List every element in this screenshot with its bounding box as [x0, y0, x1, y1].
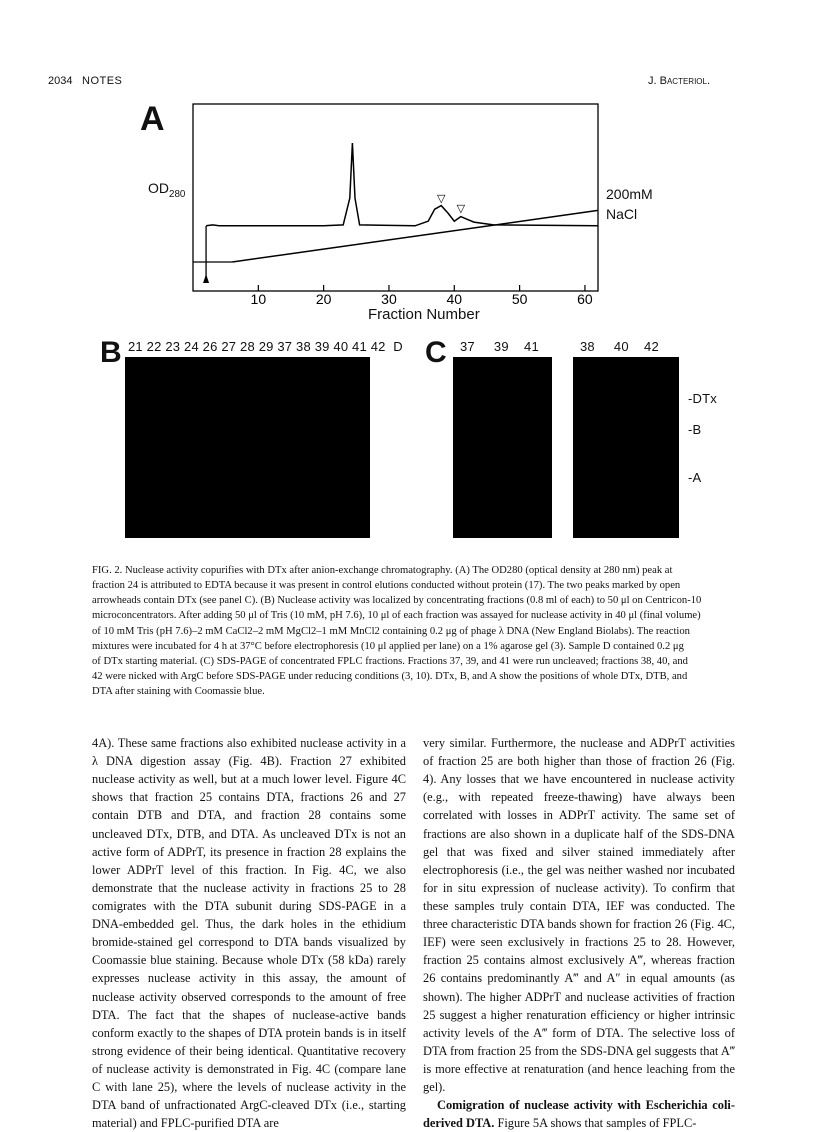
x-tick-label: 60 — [577, 291, 593, 307]
panel-b-gel — [125, 357, 370, 538]
marker-b: -B — [688, 422, 702, 437]
panel-a-ylabel: $OD_{280}$ — [148, 180, 186, 200]
marker-dtx: -DTx — [688, 391, 717, 406]
panel-a-xlabel: Fraction Number — [368, 306, 480, 323]
body-paragraph: very similar. Furthermore, the nuclease and ADPrT activities of fraction 25 are both higher than those of fraction 26 (Fig. 4). Any losses that we have encountered in nuclease activity (e.g., with repeated freeze-thawing) have always been correlated with losses in ADPrT activity. The same set of fractions are also shown in a duplicate half of the SDS-DNA gel that was fixed and silver stained immediately after electrophoresis (i.e., the gel was neither washed nor incubated for in situ expression of nuclease activity). To confirm that these samples truly contain DTA, IEF was conducted. The three characteristic DTA bands shown for fraction 26 (Fig. 4C, IEF) were seen exclusively in fractions 25 to 28. However, fraction 25 contains almost exclusively A‴, whereas fraction 26 contains predominantly A‴ and A″ in equal amounts (as shown). The higher ADPrT and nuclease activities of fraction 25 suggest a higher renaturation efficiency or higher intrinsic activity levels of the A‴ form of DTA. The selective loss of DTA from fraction 25 from the SDS-DNA gel suggests that A‴ is more effective at renaturation (and hence leaching from the gel). — [423, 736, 735, 1095]
open-arrowhead-icon: ▽ — [456, 202, 466, 215]
caption-line: mixtures were incubated for 4 h at 37°C before electrophoresis (10 μl applied per lane) on a 1% agarose gel (3). Sample D contained 0.2 μg — [92, 640, 684, 652]
x-tick-label: 10 — [250, 291, 267, 307]
caption-line: of 10 mM Tris (pH 7.6)–2 mM CaCl2–2 mM MgCl2–1 mM MnCl2 containing 0.2 μg of phage λ DNA (New England Biolabs). The reaction — [92, 625, 690, 637]
caption-line: microconcentrators. After adding 50 μl of Tris (10 mM, pH 7.6), 10 μl of each fraction was assayed for nuclease activity in 40 μl (final volume) — [92, 610, 701, 622]
x-tick-label: 50 — [511, 291, 528, 307]
caption-line: fraction 24 is attributed to EDTA because it was present in control elutions conducted without protein (17). The two peaks marked by open — [92, 580, 681, 592]
panel-b-letter: B — [100, 336, 122, 369]
section-heading-cont: Figure 5A shows that samples of FPLC- — [494, 1116, 697, 1131]
panel-a-letter: A — [140, 100, 165, 138]
page-number: 2034 — [48, 75, 73, 87]
panel-c-lane-labels-left: 37 39 41 — [460, 339, 539, 354]
caption-line: of DTx starting material. (C) SDS-PAGE of concentrated FPLC fractions. Fractions 37, 39, and 41 were run uncleaved; fractions 38, 40, and — [92, 655, 688, 667]
x-axis — [251, 285, 593, 307]
section-paragraph — [423, 1096, 735, 1132]
section-heading: Comigration of nuclease activity with Escherichia coli-derived DTA. — [423, 1098, 735, 1131]
plot-frame — [193, 104, 598, 291]
injection-arrow-icon — [203, 274, 209, 283]
panel-c-letter: C — [425, 336, 447, 369]
body-left-column — [92, 734, 406, 1132]
nacl-gradient-line — [232, 210, 598, 262]
od280-trace — [206, 143, 598, 226]
caption-line: 42 were nicked with ArgC before SDS-PAGE under reducing conditions (3, 10). DTx, B, and A show the positions of whole DTx, DTB, and — [92, 670, 688, 682]
chromatogram — [0, 0, 816, 340]
annotations — [203, 192, 466, 283]
figure-caption — [92, 563, 734, 699]
panel-a-right-label-1: 200mM — [606, 186, 653, 202]
journal-name: J. Bacteriol. — [648, 75, 711, 87]
caption-line: DTA after staining with Coomassie blue. — [92, 686, 265, 698]
x-tick-label: 40 — [446, 291, 463, 307]
body-paragraph: 4A). These same fractions also exhibited nuclease activity in a λ DNA digestion assay (Fig. 4B). Fraction 27 exhibited nuclease activity as well, but at a much lower level. Figure 4C shows that fraction 25 contains DTA, fractions 26 and 27 contain DTB and DTA, and fraction 28 contains some uncleaved DTx, DTB, and DTA. As uncleaved DTx is not an active form of ADPrT, its presence in fraction 28 explains the lower ADPrT level of this fraction. In Fig. 4C, we also demonstrate that the nuclease activity in fractions 25 to 28 comigrates with the DTA subunit during SDS-PAGE in a DNA-embedded gel. Thus, the dark holes in the ethidium bromide-stained gel correspond to DTA bands visualized by Coomassie blue staining. Because whole DTx (58 kDa) rarely expresses nuclease activity in this assay, the amount of nuclease activity observed corresponds to the amount of free DTA. The fact that the shapes of nuclease-active bands conform exactly to the shapes of DTA protein bands is in itself strong evidence of their being identical. Quantitative recovery of nuclease activity is demonstrated in Fig. 4C (compare lane C with lane 25), where the levels of nuclease activity in the DTA band of unfractionated ArgC-cleaved DTx (i.e., starting material) and FPLC-purified DTA are — [92, 736, 406, 1131]
panel-c-gel-uncleaved — [453, 357, 552, 538]
panel-c-gel-nicked — [573, 357, 679, 538]
body-right-column — [423, 734, 735, 1132]
panel-c-lane-labels-right: 38 40 42 — [580, 339, 659, 354]
caption-line: FIG. 2. Nuclease activity copurifies with DTx after anion-exchange chromatography. (A) The OD280 (optical density at 280 nm) peak at — [92, 565, 673, 576]
caption-line: arrowheads contain DTx (see panel C). (B) Nuclease activity was localized by concentrating fractions (0.8 ml of each) to 50 μl on Centricon-10 — [92, 595, 702, 607]
panel-b-lane-labels: 21 22 23 24 26 27 28 29 37 38 39 40 41 42 D — [128, 339, 403, 354]
x-tick-label: 30 — [381, 291, 397, 307]
section-label: NOTES — [82, 75, 123, 87]
marker-a: -A — [688, 470, 702, 485]
open-arrowhead-icon: ▽ — [436, 192, 446, 205]
panel-a-right-label-2: NaCl — [606, 206, 638, 222]
x-tick-label: 20 — [315, 291, 332, 307]
